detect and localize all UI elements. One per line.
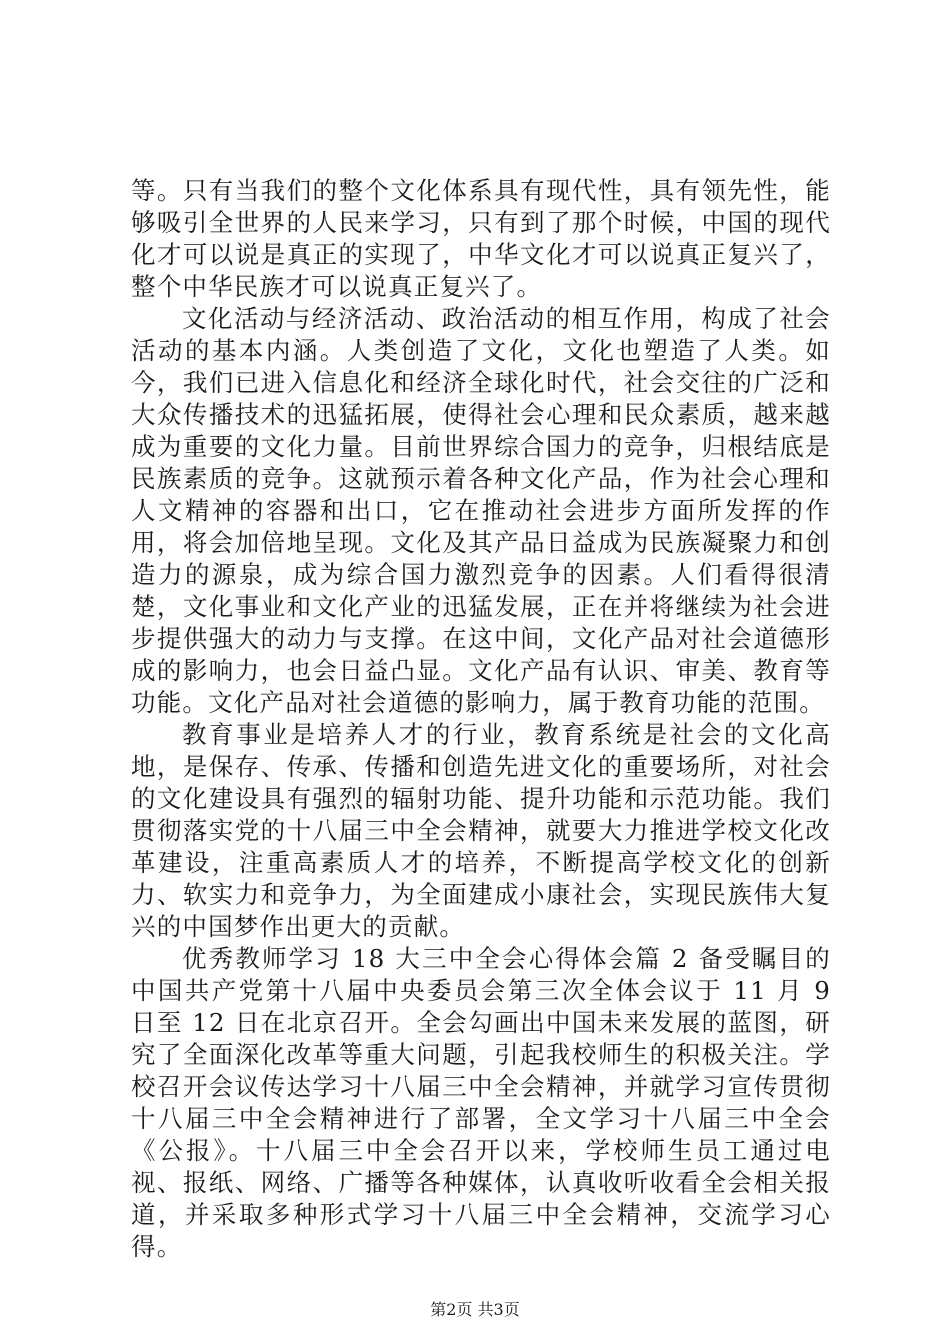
paragraph-3: 教育事业是培养人才的行业，教育系统是社会的文化高地，是保存、传承、传播和创造先进文化的重要场所，对社会的文化建设具有强烈的辐射功能、提升功能和示范功能。我们贯彻落实党的十八届三中全会精神，就要大力推进学校文化改革建设，注重高素质人才的培养，不断提高学校文化的创新力、软实力和竞争力，为全面建成小康社会，实现民族伟大复兴的中国梦作出更大的贡献。 bbox=[131, 720, 831, 941]
paragraph-1: 等。只有当我们的整个文化体系具有现代性，具有领先性，能够吸引全世界的人民来学习，只有到了那个时候，中国的现代化才可以说是真正的实现了，中华文化才可以说真正复兴了，整个中华民族才可以说真正复兴了。 bbox=[131, 176, 831, 301]
body-text bbox=[131, 175, 831, 1263]
page-footer: 第2页 共3页 bbox=[430, 1300, 520, 1319]
paragraph-4: 优秀教师学习 18 大三中全会心得体会篇 2 备受瞩目的中国共产党第十八届中央委员会第三次全体会议于 11 月 9 日至 12 日在北京召开。全会勾画出中国未来发展的蓝图，研究了全面深化改革等重大问题，引起我校师生的积极关注。学校召开会议传达学习十八届三中全会精神，并就学习宣传贯彻十八届三中全会精神进行了部署，全文学习十八届三中全会《公报》。十八届三中全会召开以来，学校师生员工通过电视、报纸、网络、广播等各种媒体，认真收听收看全会相关报道，并采取多种形式学习十八届三中全会精神，交流学习心得。 bbox=[131, 944, 831, 1261]
paragraph-2: 文化活动与经济活动、政治活动的相互作用，构成了社会活动的基本内涵。人类创造了文化，文化也塑造了人类。如今，我们已进入信息化和经济全球化时代，社会交往的广泛和大众传播技术的迅猛拓展，使得社会心理和民众素质，越来越成为重要的文化力量。目前世界综合国力的竞争，归根结底是民族素质的竞争。这就预示着各种文化产品，作为社会心理和人文精神的容器和出口，它在推动社会进步方面所发挥的作用，将会加倍地呈现。文化及其产品日益成为民族凝聚力和创造力的源泉，成为综合国力激烈竞争的因素。人们看得很清楚，文化事业和文化产业的迅猛发展，正在并将继续为社会进步提供强大的动力与支撑。在这中间，文化产品对社会道德形成的影响力，也会日益凸显。文化产品有认识、审美、教育等功能。文化产品对社会道德的影响力，属于教育功能的范围。 bbox=[131, 304, 831, 717]
